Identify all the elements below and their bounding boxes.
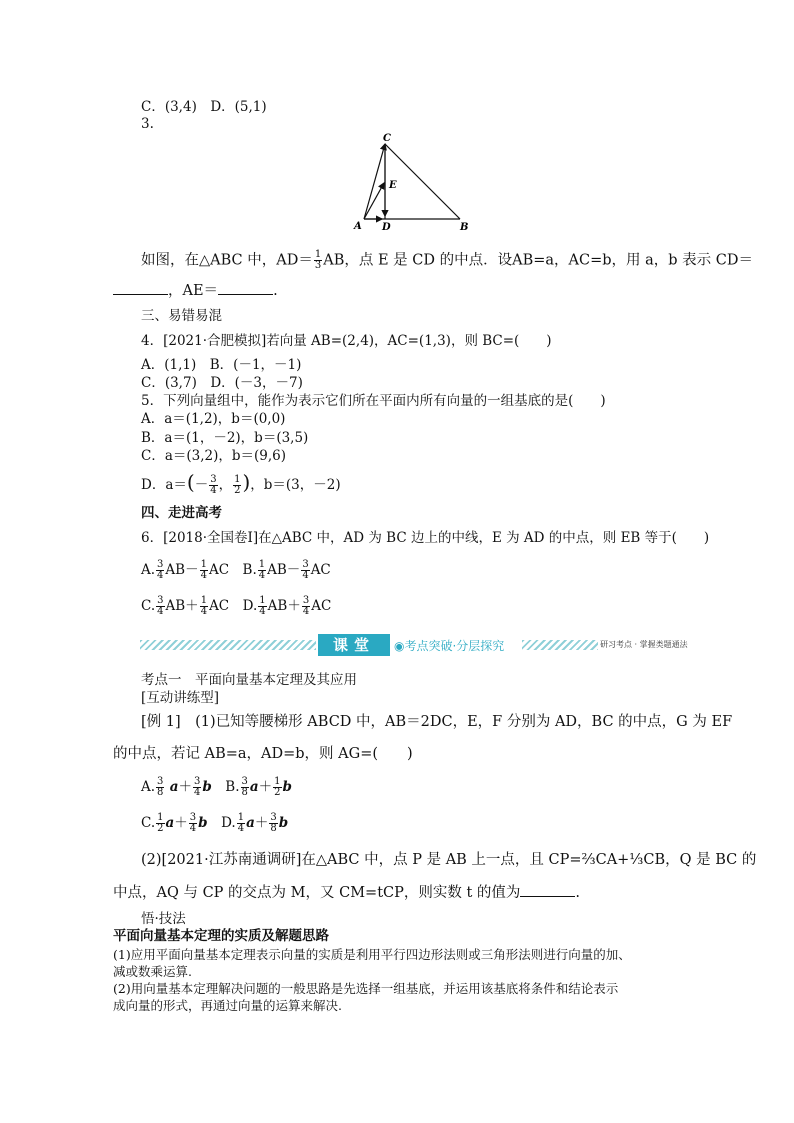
label-c: C	[383, 133, 391, 144]
example-1-line-1: [例 1] (1)已知等腰梯形 ABCD 中，AB＝2DC，E，F 分别为 AD，BC 的中点，G 为 EF	[141, 714, 733, 730]
q3-text: 如图，在△ABC 中，AD＝ $\frac{1}{3}$ AB，点 E 是 CD 的中点．设AB=a，AC=b，用 a，b 表示 CD＝	[141, 249, 754, 271]
q2-options-cd: C．(3,4) D．(5,1)	[141, 99, 267, 115]
q5-option-d: D．a＝(－ $\frac{3}{4}$ ， $\frac{1}{2}$ )，b＝(3，－2)	[141, 470, 341, 496]
q5-option-b: B．a＝(1，－2)，b＝(3,5)	[141, 430, 309, 446]
example-2-line-1: (2)[2021·江苏南通调研]在△ABC 中，点 P 是 AB 上一点，且 CP=⅔CA+⅓CB，Q 是 BC 的	[141, 852, 757, 868]
q4-stem: 4．[2021·合肥模拟]若向量 AB=(2,4)，AC=(1,3)，则 BC=( )	[141, 333, 552, 349]
q3-answer-line: ，AE＝ .	[113, 282, 278, 300]
topic-1-heading: 考点一 平面向量基本定理及其应用	[141, 672, 357, 688]
example-1-line-2: 的中点，若记 AB=a，AD=b，则 AG=( )	[113, 746, 413, 762]
technique-1b: 减或数乘运算.	[113, 964, 192, 979]
banner-right-text: 研习考点 · 掌握类题通法	[600, 640, 688, 649]
ex1-options-cd: C. $\frac{1}{2}$ a＋ $\frac{3}{4}$ b D. $\frac{1}{4}$ a＋ $\frac{3}{8}$ b	[141, 812, 289, 834]
q4-options-ab: A．(1,1) B．(－1，－1)	[141, 357, 302, 373]
q6-options-cd: C. $\frac{3}{4}$ AB＋ $\frac{1}{4}$ AC D. $\frac{1}{4}$ AB＋ $\frac{3}{4}$ AC	[141, 595, 332, 617]
label-b: B	[460, 222, 469, 233]
technique-2b: 成向量的形式，再通过向量的运算来解决.	[113, 998, 342, 1013]
drill-type: [互动讲练型]	[141, 690, 220, 706]
q6-stem: 6．[2018·全国卷Ⅰ]在△ABC 中，AD 为 BC 边上的中线，E 为 AD 的中点，则 EB 等于( )	[141, 530, 710, 546]
ex1-options-ab: A. $\frac{3}{8}$ a＋ $\frac{3}{4}$ b B. $\frac{3}{8}$ a＋ $\frac{1}{2}$ b	[141, 776, 292, 798]
q4-options-cd: C．(3,7) D．(－3，－7)	[141, 375, 303, 391]
q6-options-ab: A. $\frac{3}{4}$ AB－ $\frac{1}{4}$ AC B. $\frac{1}{4}$ AB－ $\frac{3}{4}$ AC	[141, 559, 331, 581]
label-d: D	[382, 222, 391, 233]
technique-2a: (2)用向量基本定理解决问题的一般思路是先选择一组基底，并运用该基底将条件和结论表示	[113, 981, 619, 996]
triangle-figure	[348, 130, 476, 234]
q5-option-c: C．a＝(3,2)，b＝(9,6)	[141, 448, 287, 464]
wu-jifa-heading: 悟·技法	[141, 911, 186, 927]
technique-title: 平面向量基本定理的实质及解题思路	[113, 928, 329, 944]
q3-number: 3.	[141, 116, 154, 132]
example-2-line-2: 中点，AQ 与 CP 的交点为 M，又 CM=tCP，则实数 t 的值为 .	[113, 885, 581, 901]
q5-option-a: A．a＝(1,2)，b＝(0,0)	[141, 411, 286, 427]
banner-title: 课堂	[318, 634, 390, 656]
vector-ac	[364, 144, 385, 219]
banner-subtitle: ◉考点突破·分层探究	[394, 639, 505, 653]
vector-ae	[364, 183, 384, 219]
q5-stem: 5．下列向量组中，能作为表示它们所在平面内所有向量的一组基底的是( )	[141, 393, 606, 409]
section-4-heading: 四、走进高考	[141, 505, 222, 521]
section-3-heading: 三、易错易混	[141, 308, 222, 324]
section-banner	[140, 633, 700, 657]
label-a: A	[354, 221, 362, 232]
banner-hatch-left	[140, 640, 316, 650]
technique-1a: (1)应用平面向量基本定理表示向量的实质是利用平行四边形法则或三角形法则进行向量的加、	[113, 947, 631, 962]
label-e: E	[389, 180, 397, 191]
banner-hatch-right	[522, 640, 598, 650]
